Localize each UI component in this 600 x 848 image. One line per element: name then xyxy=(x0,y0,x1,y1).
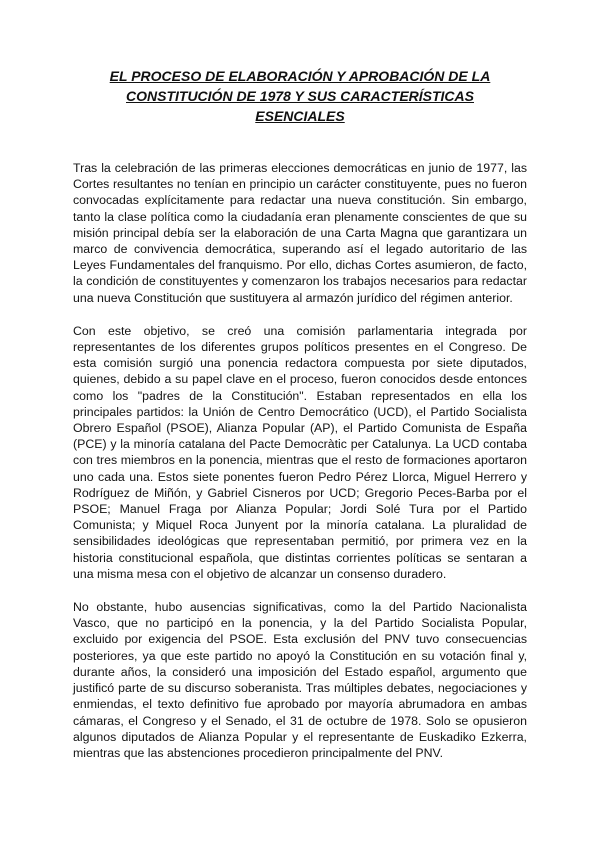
document-body xyxy=(73,160,527,778)
document-title: EL PROCESO DE ELABORACIÓN Y APROBACIÓN DE LA CONSTITUCIÓN DE 1978 Y SUS CARACTERÍSTICAS ESENCIALES xyxy=(109,68,491,124)
paragraph-2: Con este objetivo, se creó una comisión parlamentaria integrada por representantes de los diferentes grupos políticos presentes en el Congreso. De esta comisión surgió una ponencia redactora compuesta por siete diputados, quienes, debido a su papel clave en el proceso, fueron conocidos desde entonces como los "padres de la Constitución". Estaban representados en ella los principales partidos: la Unión de Centro Democrático (UCD), el Partido Socialista Obrero Español (PSOE), Alianza Popular (AP), el Partido Comunista de España (PCE) y la minoría catalana del Pacte Democràtic per Catalunya. La UCD contaba con tres miembros en la ponencia, mientras que el resto de formaciones aportaron uno cada una. Estos siete ponentes fueron Pedro Pérez Llorca, Miguel Herrero y Rodríguez de Miñón, y Gabriel Cisneros por UCD; Gregorio Peces-Barba por el PSOE; Manuel Fraga por Alianza Popular; Jordi Solé Tura por el Partido Comunista; y Miquel Roca Junyent por la minoría catalana. La pluralidad de sensibilidades ideológicas que representaban permitió, por primera vez en la historia constitucional española, que distintas corrientes políticas se sentaran a una misma mesa con el objetivo de alcanzar un consenso duradero. xyxy=(73,323,527,581)
paragraph-3: No obstante, hubo ausencias significativas, como la del Partido Nacionalista Vasco, que no participó en la ponencia, y la del Partido Socialista Popular, excluido por exigencia del PSOE. Esta exclusión del PNV tuvo consecuencias posteriores, ya que este partido no apoyó la Constitución en su votación final y, durante años, la consideró una imposición del Estado español, argumento que justificó parte de su discurso soberanista. Tras múltiples debates, negociaciones y enmiendas, el texto definitivo fue aprobado por mayoría abrumadora en ambas cámaras, el Congreso y el Senado, el 31 de octubre de 1978. Solo se opusieron algunos diputados de Alianza Popular y el representante de Euskadiko Ezkerra, mientras que las abstenciones procedieron principalmente del PNV. xyxy=(73,600,527,760)
paragraph-1: Tras la celebración de las primeras elecciones democráticas en junio de 1977, las Cortes resultantes no tenían en principio un carácter constituyente, pues no fueron convocadas explícitamente para redactar una nueva constitución. Sin embargo, tanto la clase política como la ciudadanía eran plenamente conscientes de que su misión principal debía ser la elaboración de una Carta Magna que garantizara un marco de convivencia democrática, superando así el legado autoritario de las Leyes Fundamentales del franquismo. Por ello, dichas Cortes asumieron, de facto, la condición de constituyentes y comenzaron los trabajos necesarios para redactar una nueva Constitución que sustituyera al armazón jurídico del régimen anterior. xyxy=(73,161,527,305)
